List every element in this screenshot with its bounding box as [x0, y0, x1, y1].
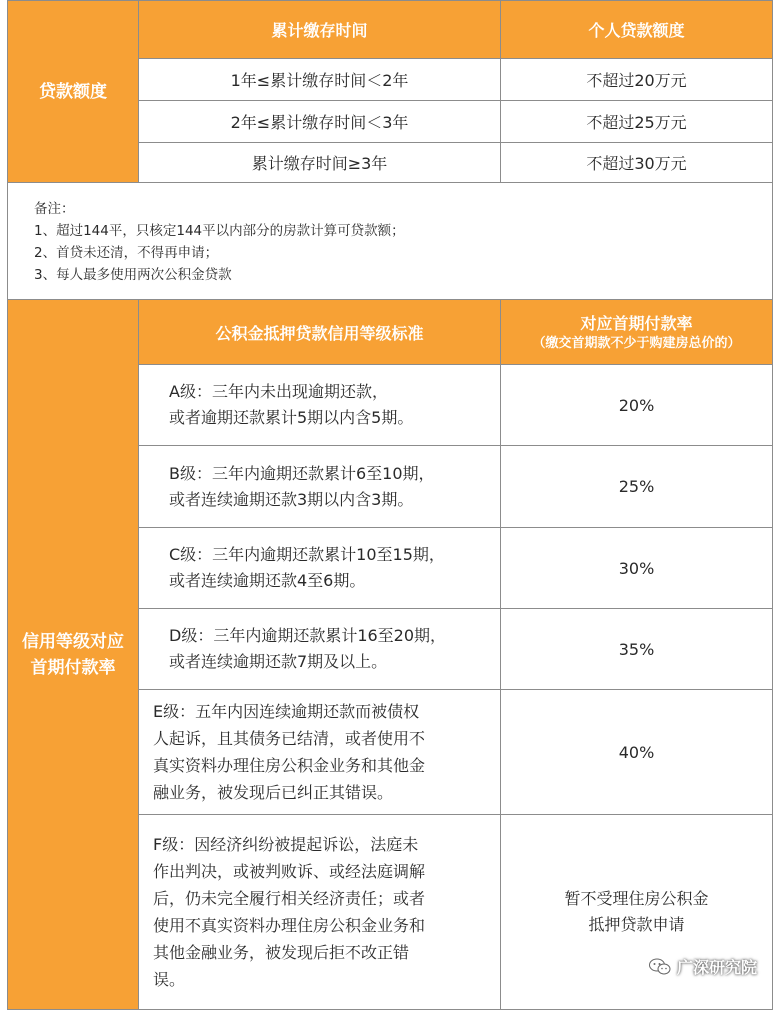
header-down-payment-rate: 对应首期付款率 （缴交首期款不少于购建房总价的） [501, 300, 773, 365]
credit-grade-a: A级：三年内未出现逾期还款， 或者逾期还款累计5期以内含5期。 [139, 365, 501, 446]
note-item: 1、超过144平，只核定144平以内部分的房款计算可贷款额； [34, 223, 405, 239]
deposit-time-cell: 累计缴存时间≥3年 [139, 143, 501, 183]
header-rate-note: （缴交首期款不少于购建房总价的） [532, 335, 741, 351]
deposit-time-cell: 2年≤累计缴存时间＜3年 [139, 101, 501, 143]
notes-block [8, 183, 773, 300]
note-item: 2、首贷未还清，不得再申请； [34, 245, 219, 261]
wechat-icon [649, 958, 671, 976]
header-credit-standard: 公积金抵押贷款信用等级标准 [139, 300, 501, 365]
credit-grade-b: B级：三年内逾期还款累计6至10期， 或者连续逾期还款3期以内含3期。 [139, 446, 501, 528]
credit-grade-e: E级：五年内因连续逾期还款而被债权 人起诉，且其债务已结清，或者使用不 真实资料办理住房公积金业务和其他金 融业务，被发现后已纠正其错误。 [139, 690, 501, 815]
loan-amount-section-label: 贷款额度 [8, 1, 139, 183]
loan-amount-cell: 不超过20万元 [501, 59, 773, 101]
rate-grade-c: 30% [501, 528, 773, 609]
rate-grade-a: 20% [501, 365, 773, 446]
rate-grade-d: 35% [501, 609, 773, 690]
notes-title: 备注： [34, 201, 75, 217]
deposit-time-cell: 1年≤累计缴存时间＜2年 [139, 59, 501, 101]
housing-fund-table [7, 0, 773, 1010]
rate-grade-b: 25% [501, 446, 773, 528]
credit-grade-f: F级：因经济纠纷被提起诉讼，法庭未 作出判决，或被判败诉、或经法庭调解 后，仍未完全履行相关经济责任；或者 使用不真实资料办理住房公积金业务和 其他金融业务，被发现后拒不改正错 误。 [139, 815, 501, 1010]
credit-grade-d: D级：三年内逾期还款累计16至20期， 或者连续逾期还款7期及以上。 [139, 609, 501, 690]
rate-grade-e: 40% [501, 690, 773, 815]
watermark-text: 广深研究院 [676, 958, 757, 977]
loan-amount-cell: 不超过25万元 [501, 101, 773, 143]
rate-grade-f: 暂不受理住房公积金 抵押贷款申请 [501, 815, 773, 1010]
credit-grade-c: C级：三年内逾期还款累计10至15期， 或者连续逾期还款4至6期。 [139, 528, 501, 609]
watermark [649, 955, 757, 978]
header-loan-amount: 个人贷款额度 [501, 1, 773, 59]
header-deposit-time: 累计缴存时间 [139, 1, 501, 59]
credit-section-label: 信用等级对应 首期付款率 [8, 300, 139, 1010]
note-item: 3、每人最多使用两次公积金贷款 [34, 267, 232, 283]
loan-amount-cell: 不超过30万元 [501, 143, 773, 183]
